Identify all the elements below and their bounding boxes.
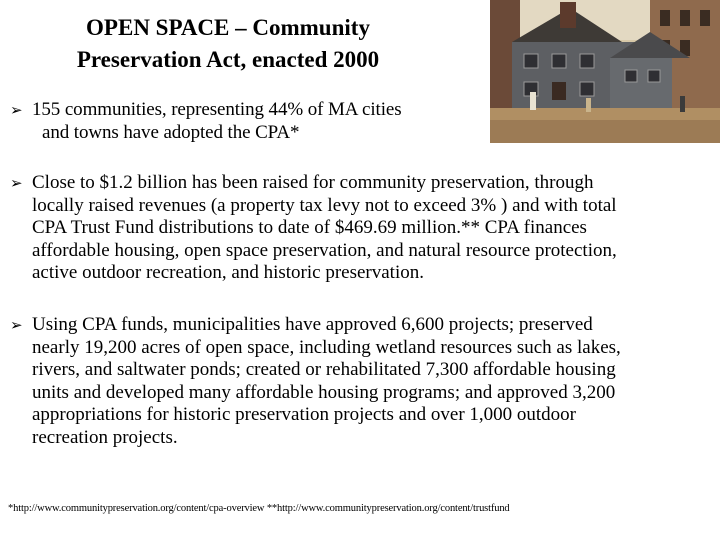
bullet-line: CPA Trust Fund distributions to date of $469.69 million.** CPA finances: [32, 217, 587, 238]
slide-title-line-2: Preservation Act, enacted 2000: [76, 47, 380, 72]
arrow-bullet-icon: ➢: [10, 101, 23, 119]
bullet-line: and towns have adopted the CPA*: [42, 121, 300, 143]
footnote-sources: *http://www.communitypreservation.org/content/cpa-overview **http://www.communitypreservation.org/content/trustfund: [8, 503, 510, 514]
bullet-line: Close to $1.2 billion has been raised for community preservation, through: [32, 172, 594, 193]
arrow-bullet-icon: ➢: [10, 316, 23, 334]
bullet-line: 155 communities, representing 44% of MA cities: [32, 99, 402, 120]
bullet-line: recreation projects.: [32, 426, 178, 448]
bullet-projects: [10, 314, 621, 449]
bullet-line: units and developed many affordable housing programs; and approved 3,200: [32, 381, 616, 403]
bullet-line: appropriations for historic preservation projects and over 1,000 outdoor: [32, 404, 576, 425]
arrow-bullet-icon: ➢: [10, 174, 23, 192]
bullet-line: rivers, and saltwater ponds; created or rehabilitated 7,300 affordable housing: [32, 359, 616, 380]
historic-house-photo: [490, 0, 720, 143]
bullet-line: Using CPA funds, municipalities have approved 6,600 projects; preserved: [32, 314, 593, 335]
bullet-line: affordable housing, open space preservation, and natural resource protection,: [32, 239, 617, 261]
bullet-line: active outdoor recreation, and historic preservation.: [32, 262, 424, 283]
bullet-line: nearly 19,200 acres of open space, including wetland resources such as lakes,: [32, 336, 621, 358]
bullet-line: locally raised revenues (a property tax levy not to exceed 3% ) and with total: [32, 194, 617, 216]
slide-title-line-1: OPEN SPACE – Community: [86, 15, 370, 40]
bullet-funds-raised: [10, 172, 617, 285]
slide-title: [18, 12, 438, 76]
historic-house-illustration: [490, 0, 720, 143]
bullet-communities: [10, 99, 402, 144]
